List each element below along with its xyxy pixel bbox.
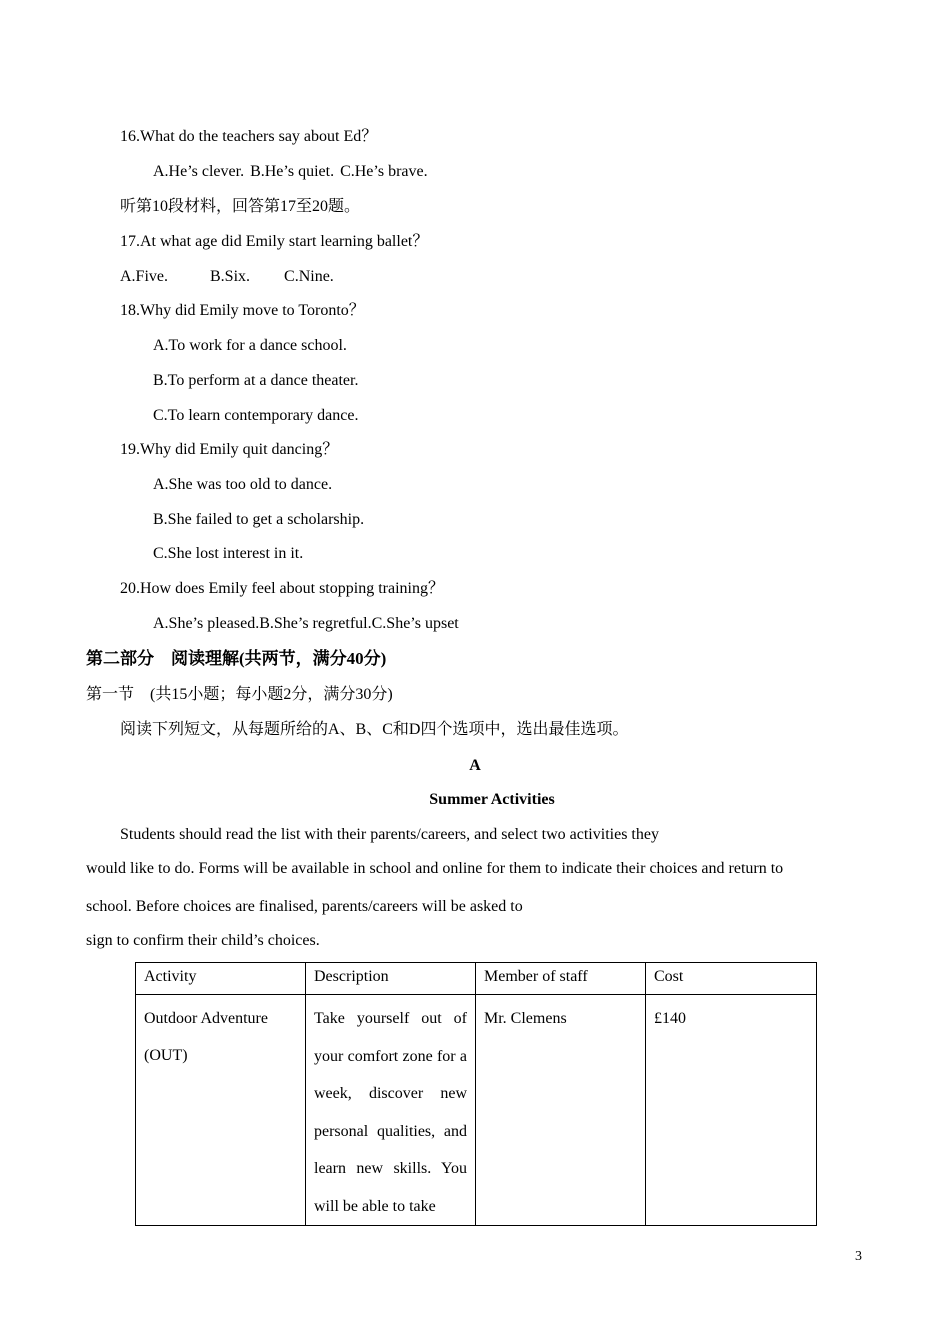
q19-question: 19.Why did Emily quit dancing？ — [120, 441, 339, 458]
q17-option-a: A.Five. — [120, 268, 168, 285]
passage-letter: A — [469, 757, 481, 774]
q17-options — [120, 267, 334, 287]
q17-option-b: B.Six. — [210, 268, 251, 285]
q19-option-a: A.She was too old to dance. — [153, 476, 333, 493]
q18-option-a: A.To work for a dance school. — [153, 337, 347, 354]
header-description: Description — [306, 963, 476, 995]
cell-activity — [136, 995, 306, 1226]
q18-option-c: C.To learn contemporary dance. — [153, 407, 359, 424]
table-row — [136, 995, 817, 1226]
section10-intro: 听第10段材料，回答第17至20题。 — [120, 198, 361, 215]
q16-option-c: C.He’s brave. — [340, 163, 428, 180]
q16-option-b: B.He’s quiet. — [250, 163, 335, 180]
q16-question: 16.What do the teachers say about Ed？ — [120, 128, 378, 145]
q20-question: 20.How does Emily feel about stopping training？ — [120, 580, 444, 597]
activity-name: Outdoor Adventure — [144, 1010, 268, 1027]
table-header-row — [136, 963, 817, 995]
q17-option-c: C.Nine. — [284, 268, 334, 285]
activity-code: (OUT) — [144, 1047, 188, 1064]
q18-question: 18.Why did Emily move to Toronto？ — [120, 302, 365, 319]
q16-option-a: A.He’s clever. — [153, 163, 245, 180]
q19-option-c: C.She lost interest in it. — [153, 545, 304, 562]
header-cost: Cost — [646, 963, 817, 995]
part2-instruction: 阅读下列短文，从每题所给的A、B、C和D四个选项中，选出最佳选项。 — [120, 721, 629, 738]
q18-option-b: B.To perform at a dance theater. — [153, 372, 359, 389]
q20-options: A.She’s pleased.B.She’s regretful.C.She’s upset — [153, 615, 459, 632]
cell-cost: £140 — [646, 995, 817, 1226]
passage-line-2: would like to do. Forms will be available in school and online for them to indicate their choices and return to — [86, 860, 784, 877]
passage-line-1: Students should read the list with their parents/careers, and select two activities they — [120, 826, 659, 843]
q17-question: 17.At what age did Emily start learning ballet？ — [120, 233, 429, 250]
part2-heading: 第二部分 阅读理解(共两节，满分40分) — [86, 649, 387, 668]
header-activity: Activity — [136, 963, 306, 995]
passage-title: Summer Activities — [429, 791, 555, 808]
q19-option-b: B.She failed to get a scholarship. — [153, 511, 365, 528]
q16-options — [153, 162, 428, 182]
passage-line-4: sign to confirm their child’s choices. — [86, 932, 320, 949]
page-number: 3 — [855, 1249, 862, 1264]
passage-line-3: school. Before choices are finalised, parents/careers will be asked to — [86, 898, 523, 915]
part2-section1: 第一节 (共15小题；每小题2分，满分30分) — [86, 686, 393, 703]
header-member-of-staff: Member of staff — [476, 963, 646, 995]
cell-description: Take yourself out of your comfort zone for a week, discover new personal qualities, and learn new skills. You will be able to take — [306, 995, 476, 1226]
cell-staff: Mr. Clemens — [476, 995, 646, 1226]
activities-table — [135, 962, 817, 1226]
